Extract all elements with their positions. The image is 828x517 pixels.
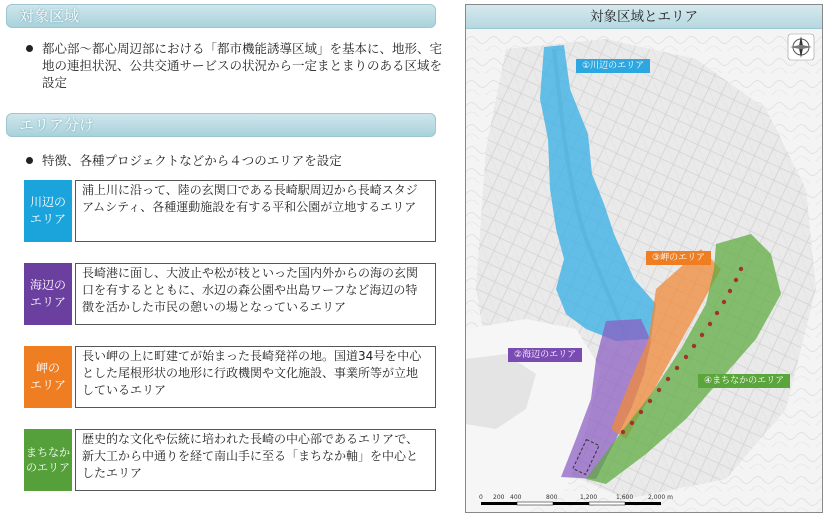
map-label-kawabe: ①川辺のエリア [576, 59, 650, 73]
area-name: 川辺の エリア [29, 195, 66, 226]
scale-bar [481, 502, 661, 505]
area-tag [24, 346, 72, 408]
area-row-kawabe [24, 180, 436, 242]
target-area-bullet: 都心部～都心周辺部における「都市機能誘導区域」を基本に、地形、宅地の連担状況、公共交通サービスの状況から一定まとまりのある区域を設定 [24, 40, 442, 91]
area-description: 浦上川に沿って、陸の玄関口である長崎駅周辺から長崎スタジアムシティ、各種運動施設を有する平和公園が立地するエリア [75, 180, 436, 242]
map-graphic [466, 29, 823, 513]
scale-label: 800 [546, 494, 558, 501]
section-header-area-division [6, 113, 436, 137]
area-description: 歴史的な文化や伝統に培われた長崎の中心部であるエリアで、新大工から中通りを経て南山手に至る「まちなか軸」を中心としたエリア [75, 429, 436, 491]
area-description: 長崎港に面し、大波止や松が枝といった国内外からの海の玄関口を有するとともに、水辺の森公園や出島ワーフなど海辺の特徴を活かした市民の憩いの場となっているエリア [75, 263, 436, 325]
scale-label: 0 [479, 494, 483, 501]
scale-label: 200 [493, 494, 505, 501]
area-row-umibe [24, 263, 436, 325]
map-label-umibe: ②海辺のエリア [508, 348, 582, 362]
map-label-machinaka: ④まちなかのエリア [698, 374, 790, 388]
area-row-misaki [24, 346, 436, 408]
area-name: まちなか のエリア [26, 446, 70, 474]
area-division-bullet: 特徴、各種プロジェクトなどから４つのエリアを設定 [24, 152, 442, 169]
area-row-machinaka [24, 429, 436, 491]
area-name: 海辺の エリア [29, 278, 66, 309]
section-header-target-area [6, 4, 436, 28]
scale-label: 1,200 [580, 494, 598, 501]
area-tag [24, 180, 72, 242]
scale-label: 1,600 [616, 494, 634, 501]
area-tag [24, 263, 72, 325]
area-map-panel [465, 4, 823, 513]
compass-icon [788, 34, 814, 60]
scale-label: 2,000 m [648, 494, 673, 501]
map-canvas [466, 29, 823, 513]
scale-label: 400 [510, 494, 522, 501]
section-title: エリア分け [19, 116, 95, 134]
area-description: 長い岬の上に町建てが始まった長崎発祥の地。国道34号を中心とした尾根形状の地形に行政機関や文化施設、事業所等が立地しているエリア [75, 346, 436, 408]
map-title: 対象区域とエリア [466, 5, 822, 29]
area-tag [24, 429, 72, 491]
area-name: 岬の エリア [29, 361, 66, 392]
map-label-misaki: ③岬のエリア [646, 251, 711, 265]
section-title: 対象区域 [19, 7, 80, 25]
